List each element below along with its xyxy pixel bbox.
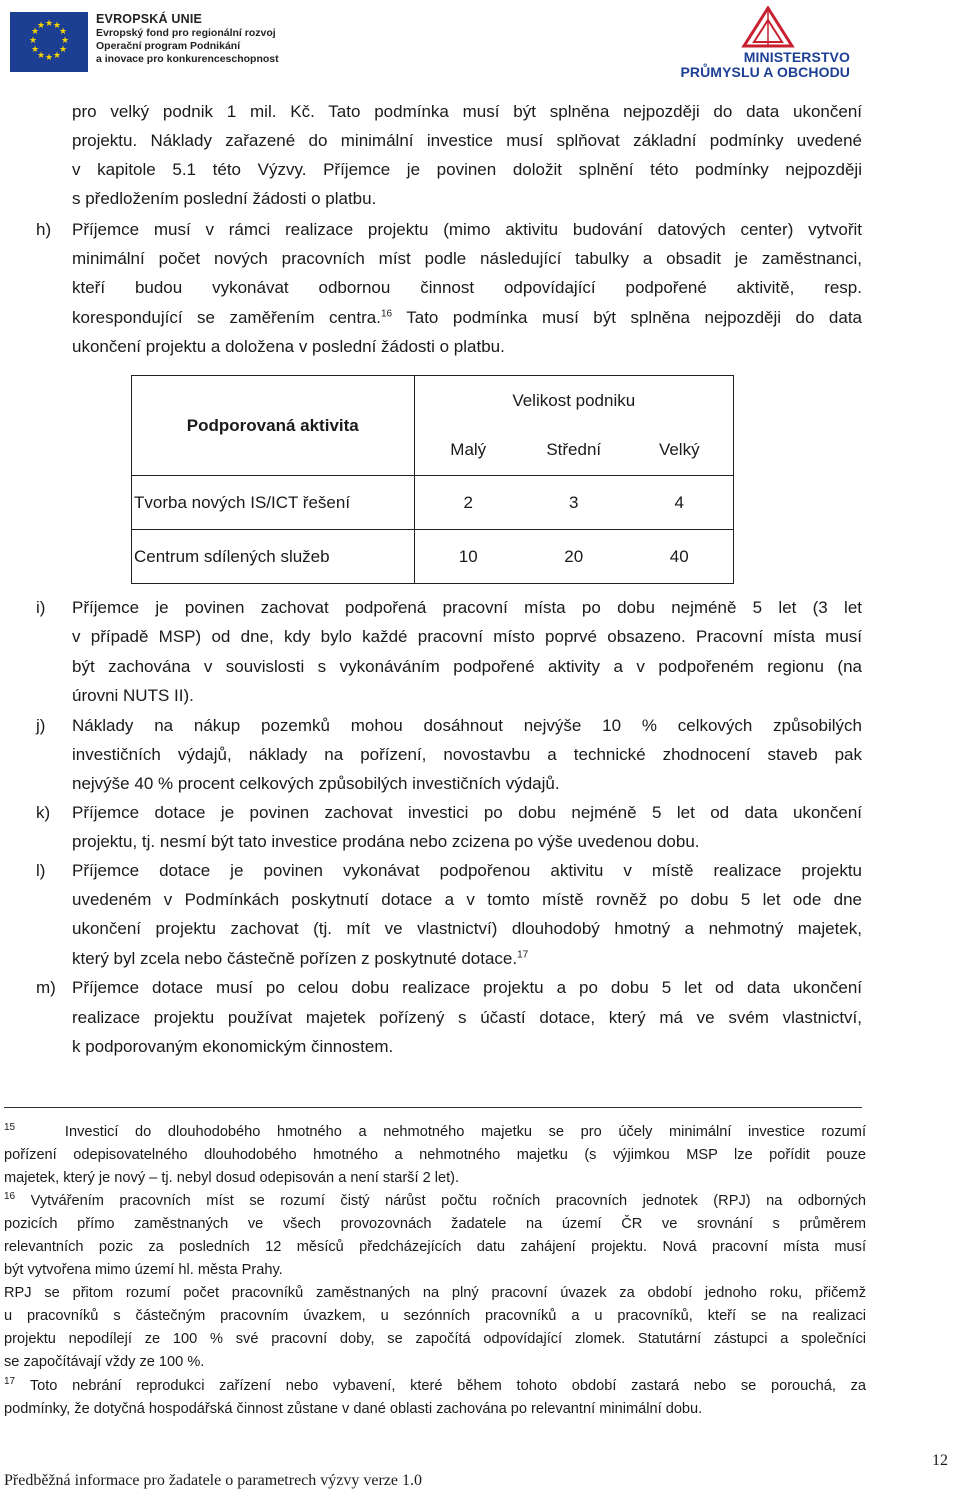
text-line: projektu. Náklady zařazené do minimální investice musí splňovat základní podmínky uvedené	[72, 131, 862, 150]
list-letter-m: m)	[36, 978, 56, 997]
text-line: ukončení projektu zachovat (tj. mít ve vlastnictví) dlouhodobý hmotný a nehmotný majetek,	[72, 919, 862, 938]
eu-fund: Evropský fond pro regionální rozvoj	[96, 27, 276, 39]
table-header-size: Velikost podniku	[414, 376, 733, 426]
svg-text:★: ★	[36, 21, 46, 31]
svg-text:★: ★	[30, 27, 40, 37]
text-line: kteří budou vykonávat odbornou činnost odpovídající podpořené aktivitě, resp.	[72, 278, 862, 297]
table-cell-value: 40	[626, 530, 734, 584]
text-line: ukončení projektu a doložena v poslední žádosti o platbu.	[72, 337, 505, 356]
ministry-line-2: PRŮMYSLU A OBCHODU	[680, 64, 850, 80]
text-line: Příjemce dotace musí po celou dobu realizace projektu a po dobu 5 let od data ukončení	[72, 978, 862, 997]
text-segment: korespondující se zaměřením centra.	[72, 308, 381, 327]
text-line: minimální počet nových pracovních míst podle následující tabulky a obsadit je zaměstnanci,	[72, 249, 862, 268]
text-segment: Tato podmínka musí být splněna nejpozději do data	[392, 308, 863, 327]
text-line: v případě MSP) od dne, kdy bylo každé pracovní místo poprvé obsazeno. Pracovní místa musí	[72, 627, 862, 646]
svg-text:★: ★	[58, 27, 68, 37]
table-cell-value: 3	[522, 476, 626, 530]
list-letter-i: i)	[36, 598, 46, 617]
text-line: Příjemce je povinen zachovat podpořená pracovní místa po dobu nejméně 5 let (3 let	[72, 598, 862, 617]
footnote-number: 15	[4, 1122, 16, 1134]
text-line: Příjemce musí v rámci realizace projektu (mimo aktivitu budování datových center) vytvořit	[72, 220, 862, 239]
svg-text:★: ★	[44, 53, 54, 63]
table-row	[132, 530, 734, 584]
text-line: být zachována v souvislosti s vykonáváním podpořené aktivity a v podpořeném regionu (na	[72, 657, 862, 676]
table-cell-value: 10	[414, 530, 522, 584]
page-number: 12	[932, 1452, 948, 1469]
table-cell-value: 4	[626, 476, 734, 530]
svg-text:★: ★	[30, 45, 40, 55]
svg-text:★: ★	[58, 45, 68, 55]
footnote-17	[4, 1375, 866, 1421]
text-line: v kapitole 5.1 této Výzvy. Příjemce je povinen doložit splnění této podmínky nejpozději	[72, 160, 862, 179]
footnote-ref-17[interactable]: 17	[517, 949, 529, 961]
text-line: nejvýše 40 % procent celkových způsobilých investičních výdajů.	[72, 774, 560, 793]
eu-program-2: a inovace pro konkurenceschopnost	[96, 53, 279, 65]
svg-text:★: ★	[52, 21, 62, 31]
eu-title: EVROPSKÁ UNIE	[96, 12, 203, 26]
text-line: Náklady na nákup pozemků mohou dosáhnout nejvýše 10 % celkových způsobilých	[72, 716, 862, 735]
text-segment: který byl zcela nebo částečně pořízen z poskytnuté dotace.	[72, 949, 518, 968]
ministry-line-1: MINISTERSTVO	[743, 49, 850, 65]
eu-program-text	[96, 12, 279, 66]
svg-text:★: ★	[28, 36, 38, 46]
text-line	[72, 306, 862, 330]
footnote-line: pozicích přímo zaměstnaných ve všech provozovnách žadatele na území ČR ve srovnání s průměrem	[4, 1216, 866, 1232]
footnote-line	[4, 1375, 866, 1398]
footnote-line: projektu nepodílejí ze 100 % své pracovní doby, se započítá odpovídající zlomek. Statutární zástupci a společníci	[4, 1331, 866, 1347]
footnote-line: majetek, který je nový – tj. nebyl dosud odepisován a není starší 2 let).	[4, 1170, 460, 1186]
ministry-logo-block	[680, 6, 850, 82]
svg-text:★: ★	[60, 36, 70, 46]
footnote-16	[4, 1190, 866, 1374]
list-letter-j: j)	[36, 716, 46, 735]
footnote-line: relevantních pozic za posledních 12 měsíců předcházejících datu zahájení projektu. Nová pracovní místa musí	[4, 1239, 866, 1255]
table-col-small: Malý	[414, 426, 522, 476]
footnote-text: Investicí do dlouhodobého hmotného a nehmotného majetku se pro účely minimální investice rozumí	[64, 1124, 867, 1140]
eu-logo-block	[10, 12, 279, 74]
eu-flag-icon	[10, 12, 88, 72]
footnote-line: pořízení odepisovatelného dlouhodobého hmotného a nehmotného majetku (s výjimkou MSP lze pořídit pouze	[4, 1147, 866, 1163]
footnote-number: 16	[4, 1191, 16, 1203]
ministry-emblem-icon	[740, 6, 796, 50]
text-line: pro velký podnik 1 mil. Kč. Tato podmínka musí být splněna nejpozději do data ukončení	[72, 102, 862, 121]
text-line	[72, 947, 528, 971]
svg-text:★: ★	[36, 51, 46, 61]
svg-text:★: ★	[44, 19, 54, 29]
list-letter-l: l)	[36, 861, 46, 880]
table-cell-value: 20	[522, 530, 626, 584]
table-col-large: Velký	[626, 426, 734, 476]
svg-text:★: ★	[52, 51, 62, 61]
footnote-line: být vytvořena mimo území hl. města Prahy.	[4, 1262, 283, 1278]
table-col-medium: Střední	[522, 426, 626, 476]
table-cell-value: 2	[414, 476, 522, 530]
table-cell-activity: Centrum sdílených služeb	[132, 530, 415, 584]
footnote-line	[4, 1190, 866, 1213]
text-line: s předložením poslední žádosti o platbu.	[72, 189, 377, 208]
footnote-line	[4, 1121, 866, 1144]
footnote-line: u pracovníků s částečným pracovním úvazkem, u sezónních pracovníků a u pracovníků, kteří se na realizaci	[4, 1308, 866, 1324]
table-cell-activity: Tvorba nových IS/ICT řešení	[132, 476, 415, 530]
text-line: k podporovaným ekonomickým činnostem.	[72, 1037, 394, 1056]
table-header-activity: Podporovaná aktivita	[132, 376, 415, 476]
text-line: uvedeném v Podmínkách poskytnutí dotace a v tomto místě rovněž po dobu 5 let ode dne	[72, 890, 862, 909]
job-requirements-table	[131, 375, 734, 584]
footnote-ref-16[interactable]: 16	[380, 308, 393, 320]
page-footer: Předběžná informace pro žadatele o parametrech výzvy verze 1.0	[4, 1472, 422, 1489]
footnote-15	[4, 1121, 866, 1190]
eu-stars-icon	[10, 12, 88, 72]
table-row	[132, 476, 734, 530]
footnote-line: RPJ se přitom rozumí počet pracovníků zaměstnaných na plný pracovní úvazek za období jednoho roku, přičemž	[4, 1285, 866, 1301]
list-letter-k: k)	[36, 803, 51, 822]
footnote-text: Toto nebrání reprodukci zařízení nebo vybavení, které během tohoto období zastará nebo se porouchá, za	[29, 1378, 866, 1394]
ministry-name	[680, 50, 850, 80]
footnote-text: Vytvářením pracovních míst se rozumí čistý nárůst počtu ročních pracovních jednotek (RPJ) na odborných	[30, 1193, 866, 1209]
text-line: investičních výdajů, náklady na pořízení, novostavbu a technické zhodnocení staveb pak	[72, 745, 862, 764]
text-line: Příjemce dotace je povinen zachovat investici po dobu nejméně 5 let od data ukončení	[72, 803, 862, 822]
footnote-line: se započítávají vždy ze 100 %.	[4, 1354, 205, 1370]
text-line: projektu, tj. nesmí být tato investice prodána nebo zcizena po výše uvedenou dobu.	[72, 832, 700, 851]
text-line: úrovni NUTS II).	[72, 686, 194, 705]
footnote-separator	[4, 1107, 862, 1108]
footnote-number: 17	[4, 1376, 16, 1388]
text-line: Příjemce dotace je povinen vykonávat podpořenou aktivitu v místě realizace projektu	[72, 861, 862, 880]
footnote-line: podmínky, že dotyčná hospodářská činnost zůstane v dané oblasti zachována po relevantní minimální dobu.	[4, 1401, 703, 1417]
list-letter-h: h)	[36, 220, 52, 239]
eu-program: Operační program Podnikání	[96, 40, 241, 52]
text-line: realizace projektu používat majetek pořízený s účastí dotace, který má ve svém vlastnictví,	[72, 1008, 862, 1027]
